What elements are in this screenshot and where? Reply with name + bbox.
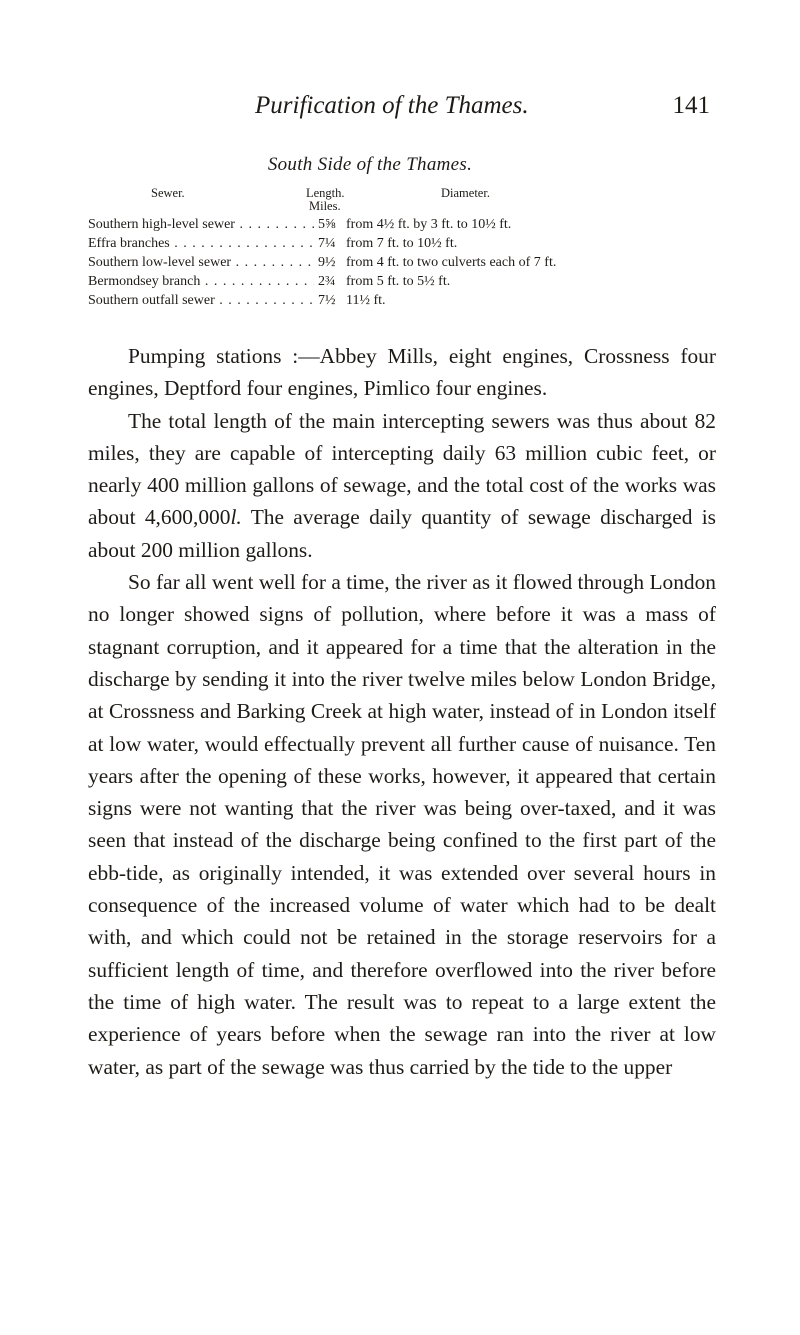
sewer-name: Southern outfall sewer . . . bbox=[88, 293, 314, 309]
sewer-table bbox=[88, 217, 718, 312]
running-title: Purification of the Thames. bbox=[255, 92, 529, 119]
column-header-length: Length. bbox=[306, 186, 345, 200]
table-header bbox=[0, 186, 800, 216]
paragraph-total-length-text-end: The average daily quantity of sewage discharged is about 200 million gallons. bbox=[88, 505, 716, 562]
sewer-length: 2¾ bbox=[318, 274, 336, 289]
sewer-name: Bermondsey branch . . . bbox=[88, 274, 314, 290]
table-row bbox=[88, 255, 718, 274]
section-title: South Side of the Thames. bbox=[267, 154, 473, 175]
page-number: 141 bbox=[672, 92, 710, 119]
paragraph-pumping-stations: Pumping stations :—Abbey Mills, eight engines, Crossness four engines, Deptford four engines, Pimlico four engines. bbox=[88, 344, 716, 401]
pound-symbol: l. bbox=[230, 505, 242, 530]
table-row bbox=[88, 217, 718, 236]
column-header-diameter: Diameter. bbox=[441, 186, 490, 200]
paragraph-total-length bbox=[88, 405, 716, 566]
sewer-diameter: from 5 ft. to 5½ ft. bbox=[346, 274, 451, 289]
sewer-diameter: from 7 ft. to 10½ ft. bbox=[346, 236, 458, 251]
paragraph-total-length-text: The total length of the main intercepting sewers was thus about 82 miles, they are capable of intercepting daily 63 million cubic feet, or nearly 400 million gallons of sewage, and the total cost of the works was about 4,600,000 bbox=[88, 408, 716, 530]
sewer-name: Southern high-level sewer . . . bbox=[88, 217, 314, 233]
table-row bbox=[88, 236, 718, 255]
sewer-diameter: from 4 ft. to two culverts each of 7 ft. bbox=[346, 255, 557, 270]
table-row bbox=[88, 293, 718, 312]
body-text bbox=[88, 340, 716, 1083]
column-header-length-unit: Miles. bbox=[309, 199, 341, 213]
sewer-length: 7½ bbox=[318, 293, 336, 308]
sewer-length: 5⅝ bbox=[318, 217, 336, 232]
sewer-diameter: from 4½ ft. by 3 ft. to 10½ ft. bbox=[346, 217, 512, 232]
sewer-length: 9½ bbox=[318, 255, 336, 270]
sewer-name: Southern low-level sewer . . . bbox=[88, 255, 314, 271]
table-row bbox=[88, 274, 718, 293]
sewer-name: Effra branches . . . bbox=[88, 236, 314, 252]
sewer-diameter: 11½ ft. bbox=[346, 293, 386, 308]
paragraph-river-history: So far all went well for a time, the river as it flowed through London no longer showed signs of pollution, where before it was a mass of stagnant corruption, and it appeared for a time that the alteration in the discharge by sending it into the river twelve miles below London Bridge, at Crossness and Barking Creek at high water, instead of in London itself at low water, would effectually prevent all further cause of nuisance. Ten years after the opening of these works, however, it appeared that certain signs were not wanting that the river was being over-taxed, and it was seen that instead of the discharge being confined to the first part of the ebb-tide, as originally intended, it was extended over several hours in consequence of the increased volume of water which had to be dealt with, and which could not be retained in the storage reservoirs for a sufficient length of time, and therefore overflowed into the river before the time of high water. The result was to repeat to a large extent the experience of years before when the sewage ran into the river at low water, as part of the sewage was thus carried by the tide to the upper bbox=[88, 570, 716, 1079]
sewer-length: 7¼ bbox=[318, 236, 336, 251]
column-header-sewer: Sewer. bbox=[151, 186, 185, 200]
running-head bbox=[80, 92, 710, 132]
